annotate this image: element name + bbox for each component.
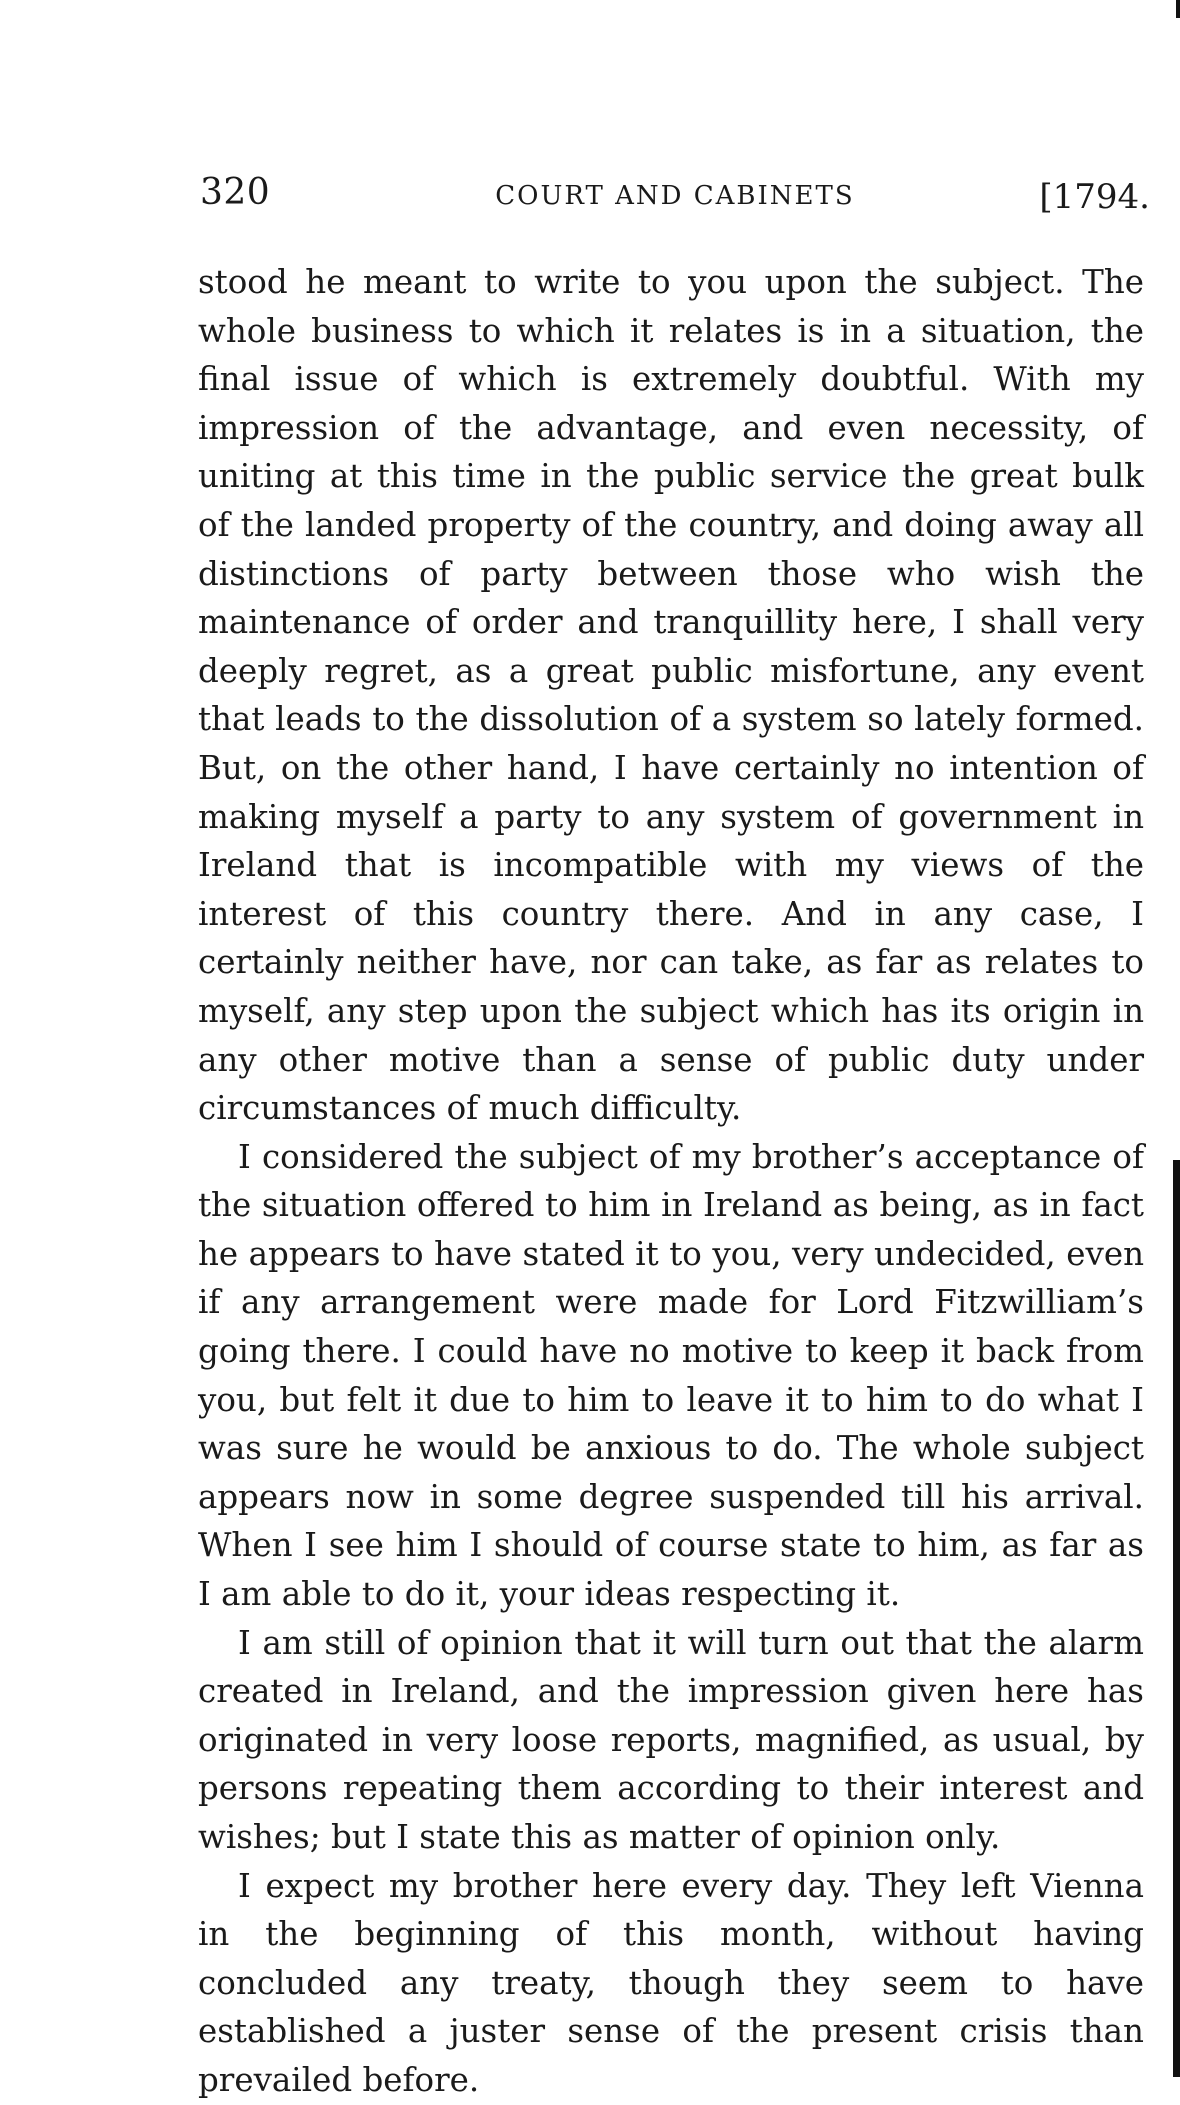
running-title: COURT AND CABINETS [495, 181, 855, 211]
scan-page-edge [1173, 1160, 1180, 2077]
paragraph: I am still of opinion that it will turn out that the alarm created in Ireland, and the impression given here has originated in very loose reports, magnified, as usual, by persons repeating them according to their interest and wishes; but I state this as matter of opinion only. [198, 1623, 1144, 1856]
paragraph: I considered the subject of my brother’s acceptance of the situation offered to him in Ireland as being, as in fact he appears to have stated it to you, very undecided, even if any arrangement were made for Lord Fitzwilliam’s going there. I could have no motive to keep it back from you, but felt it due to him to leave it to him to do what I was sure he would be anxious to do. The whole subject appears now in some degree suspended till his arrival. When I see him I should of course state to him, as far as I am able to do it, your ideas respecting it. [198, 1137, 1144, 1614]
body-text [198, 258, 1144, 2105]
page-number: 320 [200, 172, 271, 213]
header-year: [1794. [1039, 177, 1150, 217]
scan-edge-mark [1176, 0, 1180, 18]
page-header [200, 172, 1150, 228]
paragraph-continued: stood he meant to write to you upon the subject. The whole business to which it relates is in a situation, the final issue of which is extremely doubtful. With my impression of the advantage, and even necessity, of uniting at this time in the public service the great bulk of the landed property of the country, and doing away all distinctions of party between those who wish the maintenance of order and tranquillity here, I shall very deeply regret, as a great public misfortune, any event that leads to the dissolution of a system so lately formed. But, on the other hand, I have certainly no intention of making myself a party to any system of government in Ireland that is incompatible with my views of the interest of this country there. And in any case, I certainly neither have, nor can take, as far as relates to myself, any step upon the subject which has its origin in any other motive than a sense of public duty under circumstances of much difficulty. [198, 263, 1144, 1128]
paragraph: I expect my brother here every day. They left Vienna in the beginning of this month, without having concluded any treaty, though they seem to have established a juster sense of the present crisis than prevailed before. [198, 1866, 1144, 2099]
